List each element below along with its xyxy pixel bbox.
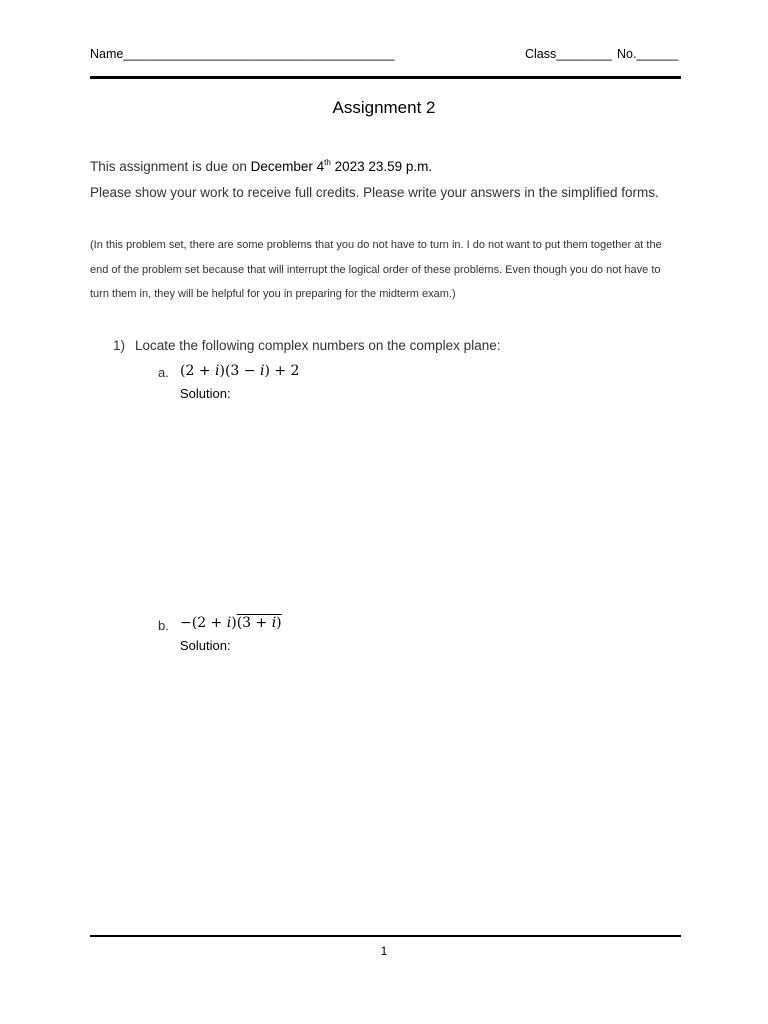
due-date-line bbox=[90, 158, 432, 174]
due-date-superscript: th bbox=[324, 158, 331, 167]
page-title: Assignment 2 bbox=[332, 98, 436, 117]
header-divider bbox=[90, 76, 681, 79]
part-b-label: b. bbox=[158, 618, 169, 633]
problem-set-note: (In this problem set, there are some problems that you do not have to turn in. I do not want to put them together at the end of the problem set because that will interrupt the logical order of these problems. Even though you do not have to turn them in, they will be helpful for you in preparing for the midterm exam.) bbox=[90, 239, 662, 300]
class-field: Class________ bbox=[525, 47, 612, 61]
part-b-expression: −(2 + i)(3 + i) bbox=[180, 615, 282, 631]
name-field: Name_______________________________________ bbox=[90, 47, 395, 61]
footer-divider bbox=[90, 935, 681, 937]
due-date-main: December 4 bbox=[250, 159, 325, 174]
due-date bbox=[251, 159, 433, 174]
instruction-text: Please show your work to receive full credits. Please write your answers in the simplified forms. bbox=[90, 185, 659, 200]
question-number: 1) bbox=[113, 338, 126, 353]
question-text: Locate the following complex numbers on the complex plane: bbox=[135, 338, 501, 353]
page-number: 1 bbox=[380, 944, 388, 958]
due-prefix: This assignment is due on bbox=[90, 159, 251, 174]
part-b-solution-label: Solution: bbox=[180, 638, 231, 653]
number-field: No.______ bbox=[617, 47, 679, 61]
part-a-label: a. bbox=[158, 365, 169, 380]
question-1 bbox=[113, 338, 500, 353]
part-a-solution-label: Solution: bbox=[180, 386, 231, 401]
due-date-rest: 2023 23.59 p.m. bbox=[330, 159, 433, 174]
header-fields bbox=[90, 47, 680, 65]
part-a-expression: (2 + i)(3 − i) + 2 bbox=[180, 363, 300, 379]
